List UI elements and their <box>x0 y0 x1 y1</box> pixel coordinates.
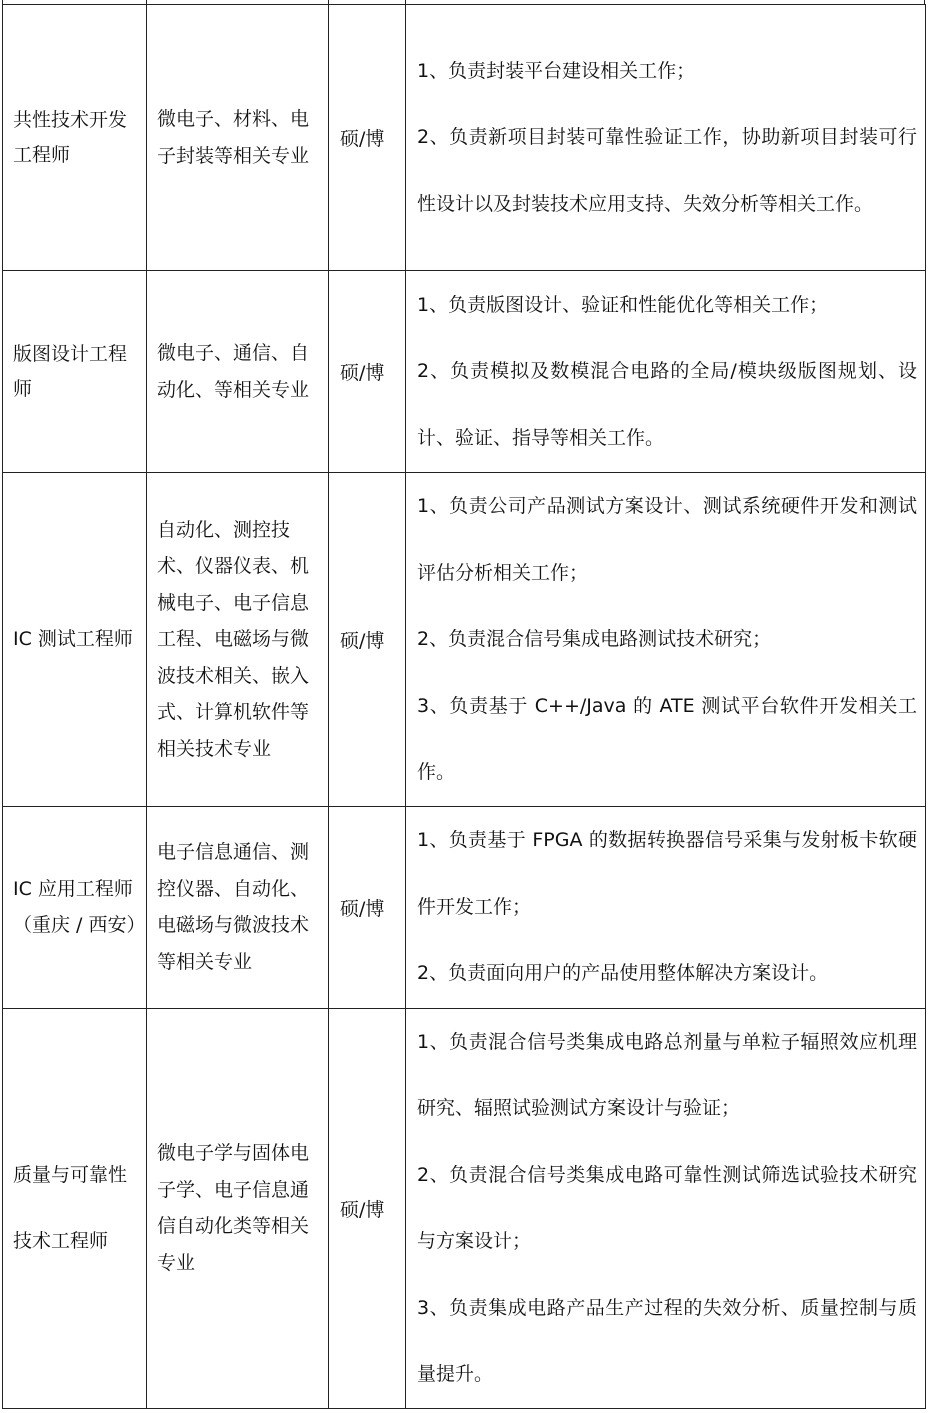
major-requirement: 电子信息通信、测控仪器、自动化、电磁场与微波技术等相关专业 <box>147 806 329 1008</box>
job-title: 共性技术开发工程师 <box>3 5 147 271</box>
job-duties <box>406 5 926 271</box>
duty-item: 2、负责面向用户的产品使用整体解决方案设计。 <box>417 962 829 985</box>
duty-item: 3、负责基于 C++/Java 的 ATE 测试平台软件开发相关工作。 <box>417 694 917 783</box>
duty-item: 2、负责混合信号类集成电路可靠性测试筛选试验技术研究与方案设计； <box>417 1163 917 1252</box>
major-requirement: 自动化、测控技术、仪器仪表、机械电子、电子信息工程、电磁场与微波技术相关、嵌入式、计算机软件等相关技术专业 <box>147 473 329 807</box>
table-row <box>3 473 926 807</box>
job-title: IC 测试工程师 <box>3 473 147 807</box>
major-requirement: 微电子、材料、电子封装等相关专业 <box>147 5 329 271</box>
major-requirement: 微电子学与固体电子学、电子信息通信自动化类等相关专业 <box>147 1008 329 1408</box>
job-duties <box>406 806 926 1008</box>
duty-item: 2、负责混合信号集成电路测试技术研究； <box>417 628 772 650</box>
degree-requirement: 硕/博 <box>329 473 406 807</box>
duty-item: 1、负责版图设计、验证和性能优化等相关工作； <box>417 293 829 316</box>
major-requirement: 微电子、通信、自动化、等相关专业 <box>147 271 329 473</box>
job-duties <box>406 271 926 473</box>
degree-requirement: 硕/博 <box>329 5 406 271</box>
duty-item: 1、负责公司产品测试方案设计、测试系统硬件开发和测试评估分析相关工作； <box>417 495 917 584</box>
job-title: IC 应用工程师（重庆 / 西安） <box>3 806 147 1008</box>
duty-item: 1、负责基于 FPGA 的数据转换器信号采集与发射板卡软硬件开发工作； <box>417 829 917 918</box>
duty-item: 2、负责新项目封装可靠性验证工作，协助新项目封装可行性设计以及封装技术应用支持、失效分析等相关工作。 <box>417 126 917 215</box>
table-row <box>3 271 926 473</box>
job-title: 版图设计工程师 <box>3 271 147 473</box>
job-duties <box>406 1008 926 1408</box>
table-row <box>3 5 926 271</box>
duty-item: 3、负责集成电路产品生产过程的失效分析、质量控制与质量提升。 <box>417 1296 917 1385</box>
job-table <box>2 4 926 1409</box>
job-title: 质量与可靠性技术工程师 <box>3 1008 147 1408</box>
degree-requirement: 硕/博 <box>329 271 406 473</box>
table-row <box>3 1008 926 1408</box>
duty-item: 1、负责封装平台建设相关工作； <box>417 59 696 82</box>
table-row <box>3 806 926 1008</box>
job-duties <box>406 473 926 807</box>
degree-requirement: 硕/博 <box>329 806 406 1008</box>
duty-item: 2、负责模拟及数模混合电路的全局/模块级版图规划、设计、验证、指导等相关工作。 <box>417 360 917 449</box>
degree-requirement: 硕/博 <box>329 1008 406 1408</box>
duty-item: 1、负责混合信号类集成电路总剂量与单粒子辐照效应机理研究、辐照试验测试方案设计与验证； <box>417 1030 917 1119</box>
